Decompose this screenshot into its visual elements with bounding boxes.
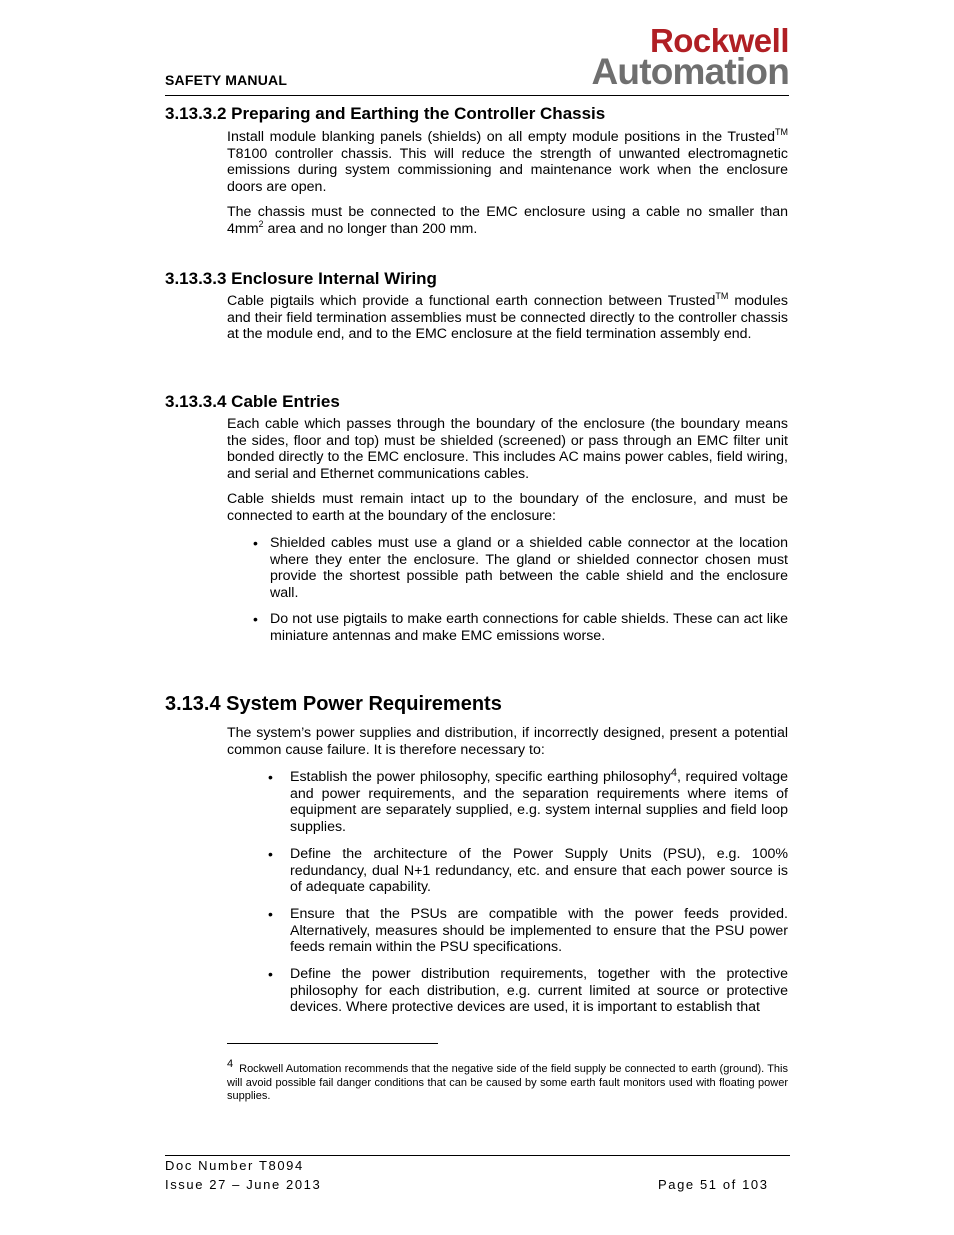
document-label: SAFETY MANUAL xyxy=(165,72,288,88)
footnote-divider xyxy=(227,1043,438,1044)
heading-3-13-3-3: 3.13.3.3 Enclosure Internal Wiring xyxy=(165,269,437,288)
bullet-no-pigtails: Do not use pigtails to make earth connections for cable shields. These can act like miniature antennas and make EMC emissions worse. xyxy=(270,611,788,644)
bullet-marker: • xyxy=(268,769,273,785)
bullet-shielded-cables: Shielded cables must use a gland or a shielded cable connector at the location where they enter the enclosure. The gland or shielded connector chosen must provide the shortest possible path between the cable shield and the enclosure wall. xyxy=(270,535,788,601)
paragraph-cable-pigtails: Cable pigtails which provide a functional earth connection between Trusted™ modules and their field termination assemblies must be connected directly to the controller chassis at the module end, and to the EMC enclosure at the field termination assembly end. xyxy=(227,291,788,343)
footer-page-number: Page 51 of 103 xyxy=(658,1177,769,1192)
bullet-marker: • xyxy=(268,966,273,982)
bullet-marker: • xyxy=(268,846,273,862)
footer-issue: Issue 27 – June 2013 xyxy=(165,1177,322,1192)
header-divider xyxy=(165,95,789,96)
rockwell-automation-logo xyxy=(553,22,789,92)
heading-3-13-4: 3.13.4 System Power Requirements xyxy=(165,693,502,715)
paragraph-cable-shields: Cable shields must remain intact up to the boundary of the enclosure, and must be connected to earth at the boundary of the enclosure: xyxy=(227,491,788,524)
bullet-power-philosophy: Establish the power philosophy, specific earthing philosophy$^4$, required voltage and power requirements, and the separation requirements where items of equipment are separately supplied, e.g. system internal supplies and field loop supplies. xyxy=(290,767,788,835)
bullet-psu-compatible: Ensure that the PSUs are compatible with the power feeds provided. Alternatively, measures should be implemented to ensure that the PSU power feeds remain within the PSU specifications. xyxy=(290,906,788,956)
footnote-4: 4 Rockwell Automation recommends that the negative side of the field supply be connected to earth (ground). This will avoid possible fail danger conditions that can be caused by some earth fault monitors used with floating power supplies. xyxy=(227,1058,788,1103)
heading-3-13-3-4: 3.13.3.4 Cable Entries xyxy=(165,392,340,411)
bullet-marker: • xyxy=(253,611,258,627)
bullet-power-distribution: Define the power distribution requirements, together with the protective philosophy for each distribution, e.g. current limited at source or protective devices. Where protective devices are used, it is important to establish that xyxy=(290,966,788,1016)
bullet-marker: • xyxy=(253,535,258,551)
logo-text-automation: Automation xyxy=(591,51,789,92)
paragraph-chassis-connection: The chassis must be connected to the EMC enclosure using a cable no smaller than $4mm^2$ area and no longer than 200 mm. xyxy=(227,204,788,237)
footer-divider xyxy=(165,1155,790,1156)
paragraph-cable-boundary: Each cable which passes through the boundary of the enclosure (the boundary means the sides, floor and top) must be shielded (screened) or pass through an EMC filter unit bonded directly to the EMC enclosure. This includes AC mains power cables, field wiring, and serial and Ethernet communications cables. xyxy=(227,416,788,482)
paragraph-power-supplies: The system’s power supplies and distribution, if incorrectly designed, present a potential common cause failure. It is therefore necessary to: xyxy=(227,725,788,758)
paragraph-blanking-panels: Install module blanking panels (shields) on all empty module positions in the Trusted™ T8100 controller chassis. This will reduce the strength of unwanted electromagnetic emissions during system commissioning and maintenance work when the enclosure doors are open. xyxy=(227,127,788,195)
bullet-psu-architecture: Define the architecture of the Power Supply Units (PSU), e.g. 100% redundancy, dual N+1 redundancy, etc. and ensure that each power source is of adequate capability. xyxy=(290,846,788,896)
footer-doc-number: Doc Number T8094 xyxy=(165,1158,304,1173)
logo-text-rockwell: Rockwell xyxy=(649,22,789,59)
bullet-marker: • xyxy=(268,906,273,922)
heading-3-13-3-2: 3.13.3.2 Preparing and Earthing the Controller Chassis xyxy=(165,104,606,123)
